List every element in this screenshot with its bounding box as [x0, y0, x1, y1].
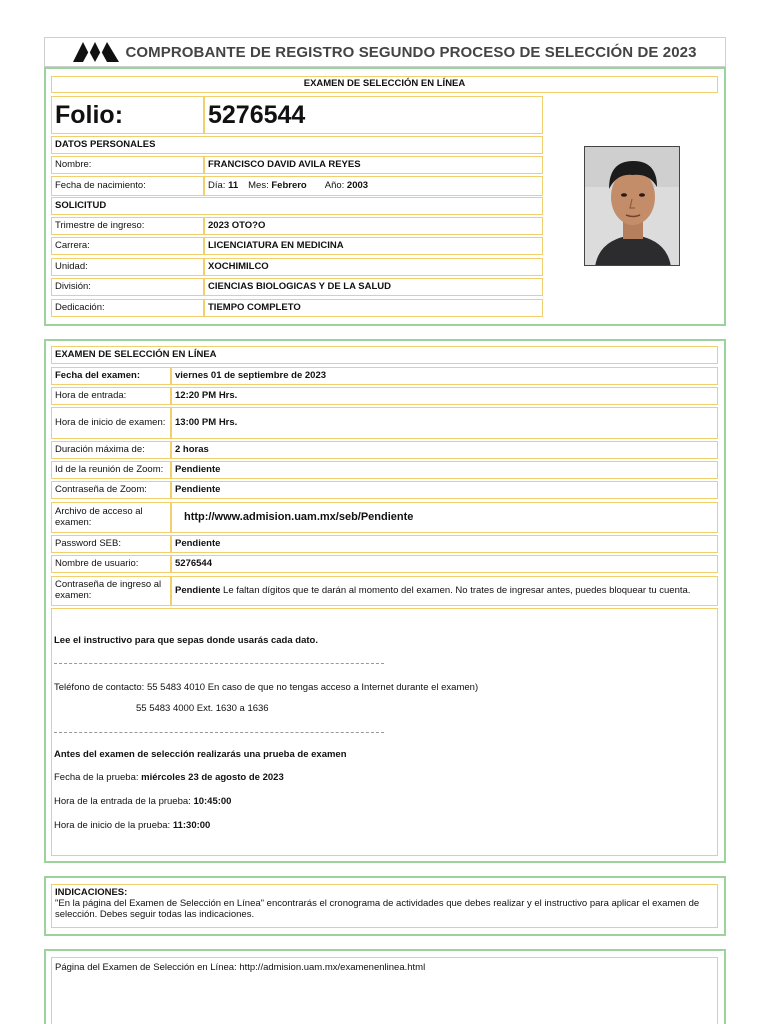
document-title: COMPROBANTE DE REGISTRO SEGUNDO PROCESO DE SELECCIÓN DE 2023	[125, 43, 697, 61]
nombre-value: FRANCISCO DAVID AVILA REYES	[204, 156, 543, 174]
dia-value: 11	[228, 179, 239, 191]
nacimiento-value	[204, 176, 543, 196]
contrasena-ingreso-status: Pendiente	[175, 584, 221, 596]
prueba-entrada-label: Hora de la entrada de la prueba:	[54, 796, 191, 807]
contrasena-ingreso-note: Le faltan dígitos que te darán al momento del examen. No trates de ingresar antes, puedes bloquear tu cuenta.	[223, 584, 691, 596]
pagina-box	[51, 957, 718, 1024]
hora-inicio-label: Hora de inicio de examen:	[51, 407, 171, 439]
uam-logo	[73, 42, 119, 62]
document-header	[44, 37, 726, 67]
carrera-value: LICENCIATURA EN MEDICINA	[204, 237, 543, 255]
duracion-label: Duración máxima de:	[51, 441, 171, 459]
nacimiento-label: Fecha de nacimiento:	[51, 176, 204, 196]
carrera-label: Carrera:	[51, 237, 204, 255]
mes-label: Mes:	[248, 179, 269, 191]
prueba-inicio-value: 11:30:00	[172, 820, 211, 831]
password-seb-value: Pendiente	[171, 535, 718, 553]
datos-personales-title: DATOS PERSONALES	[51, 136, 543, 154]
indicaciones-text: "En la página del Examen de Selección en Línea" encontrarás el cronograma de actividades que debes realizar y el instructivo para aplicar el examen de selección. Debes seguir todas las indicaciones.	[55, 897, 700, 920]
unidad-value: XOCHIMILCO	[204, 258, 543, 276]
hora-inicio-value: 13:00 PM Hrs.	[171, 407, 718, 439]
indicaciones-box	[51, 884, 718, 928]
hora-entrada-label: Hora de entrada:	[51, 387, 171, 405]
dedicacion-label: Dedicación:	[51, 299, 204, 317]
zoom-pass-value: Pendiente	[171, 481, 718, 499]
usuario-label: Nombre de usuario:	[51, 555, 171, 573]
usuario-value: 5276544	[171, 555, 718, 573]
fecha-examen-label: Fecha del examen:	[51, 367, 171, 385]
division-value: CIENCIAS BIOLOGICAS Y DE LA SALUD	[204, 278, 543, 296]
prueba-fecha	[54, 772, 284, 783]
anio-value: 2003	[346, 179, 369, 191]
solicitud-title: SOLICITUD	[51, 197, 543, 215]
prueba-inicio	[54, 820, 210, 831]
division-label: División:	[51, 278, 204, 296]
zoom-id-label: Id de la reunión de Zoom:	[51, 461, 171, 479]
folio-label: Folio:	[51, 96, 204, 134]
prueba-title: Antes del examen de selección realizarás una prueba de examen	[54, 749, 347, 760]
telefono-alt-text: 55 5483 4000 Ext. 1630 a 1636	[136, 703, 269, 714]
divider	[54, 663, 384, 664]
archivo-acceso-link[interactable]: http://www.admision.uam.mx/seb/Pendiente	[171, 502, 718, 533]
examen-section-title: EXAMEN DE SELECCIÓN EN LÍNEA	[51, 346, 718, 364]
instructivo-text: Lee el instructivo para que sepas donde usarás cada dato.	[54, 635, 318, 646]
hora-entrada-value: 12:20 PM Hrs.	[171, 387, 718, 405]
duracion-value: 2 horas	[171, 441, 718, 459]
divider	[54, 732, 384, 733]
indicaciones-title: INDICACIONES:	[55, 887, 128, 898]
prueba-entrada-value: 10:45:00	[193, 796, 232, 807]
prueba-entrada	[54, 796, 231, 807]
fecha-examen-value: viernes 01 de septiembre de 2023	[171, 367, 718, 385]
student-photo	[584, 146, 680, 266]
person-photo-icon	[585, 147, 680, 266]
prueba-fecha-label: Fecha de la prueba:	[54, 772, 139, 783]
folio-value: 5276544	[204, 96, 543, 134]
pagina-examen-link[interactable]: Página del Examen de Selección en Línea: http://admision.uam.mx/examenenlinea.html	[55, 962, 426, 973]
anio-label: Año:	[324, 179, 345, 191]
mes-value: Febrero	[271, 179, 307, 191]
trimestre-label: Trimestre de ingreso:	[51, 217, 204, 235]
dia-label: Día:	[208, 179, 226, 191]
registro-section-title: EXAMEN DE SELECCIÓN EN LÍNEA	[51, 76, 718, 93]
prueba-fecha-value: miércoles 23 de agosto de 2023	[141, 772, 284, 783]
contrasena-ingreso-label: Contraseña de ingreso al examen:	[51, 576, 171, 606]
telefono-text: Teléfono de contacto: 55 5483 4010 En caso de que no tengas acceso a Internet durante el examen)	[54, 682, 479, 693]
dedicacion-value: TIEMPO COMPLETO	[204, 299, 543, 317]
unidad-label: Unidad:	[51, 258, 204, 276]
zoom-id-value: Pendiente	[171, 461, 718, 479]
nombre-label: Nombre:	[51, 156, 204, 174]
prueba-inicio-label: Hora de inicio de la prueba:	[54, 820, 171, 831]
archivo-acceso-label: Archivo de acceso al examen:	[51, 502, 171, 533]
password-seb-label: Password SEB:	[51, 535, 171, 553]
contrasena-ingreso-value	[171, 576, 718, 606]
zoom-pass-label: Contraseña de Zoom:	[51, 481, 171, 499]
trimestre-value: 2023 OTO?O	[204, 217, 543, 235]
